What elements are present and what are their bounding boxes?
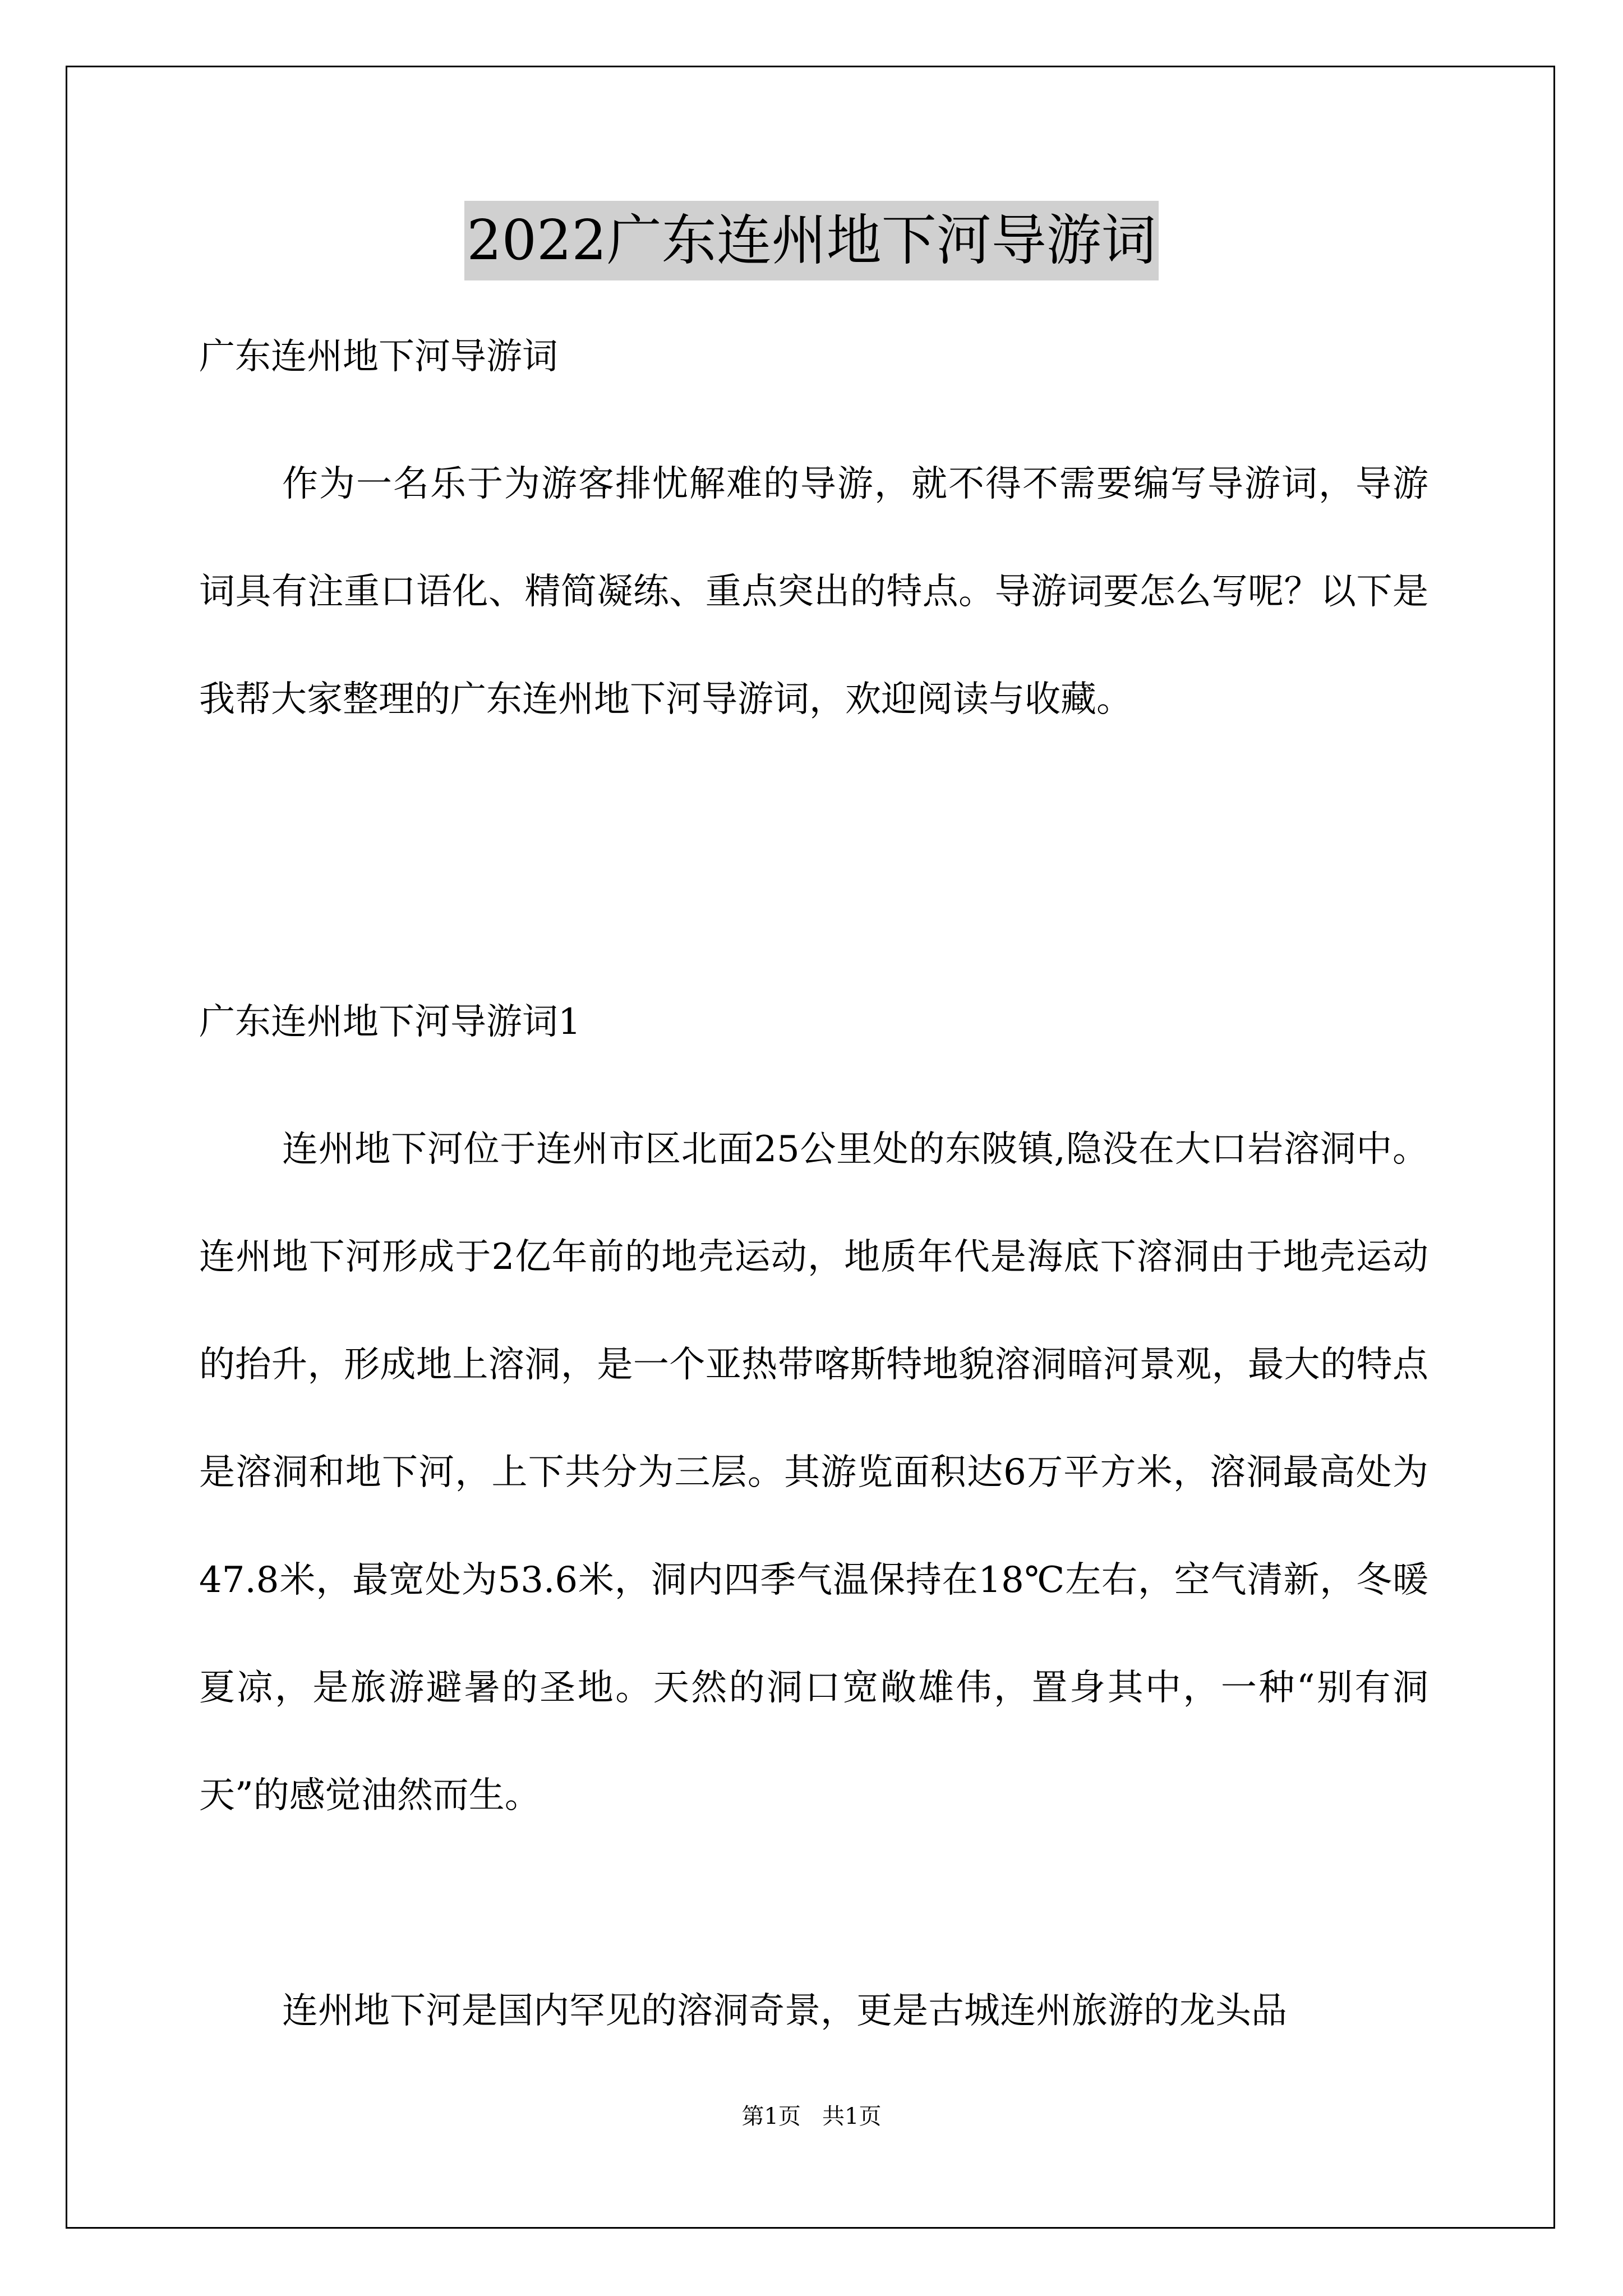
title-container — [0, 201, 1623, 280]
section-heading: 广东连州地下河导游词1 — [199, 1001, 581, 1043]
intro-paragraph: 作为一名乐于为游客排忧解难的导游，就不得不需要编写导游词，导游词具有注重口语化、精简凝练、重点突出的特点。导游词要怎么写呢？以下是我帮大家整理的广东连州地下河导游词，欢迎阅读与收藏。 — [199, 463, 1428, 720]
page-footer: 第1页 共1页 — [741, 2104, 882, 2129]
body-paragraph-1: 连州地下河位于连州市区北面25公里处的东陂镇,隐没在大口岩溶洞中。连州地下河形成于2亿年前的地壳运动，地质年代是海底下溶洞由于地壳运动的抬升，形成地上溶洞，是一个亚热带喀斯特地貌溶洞暗河景观，最大的特点是溶洞和地下河，上下共分为三层。其游览面积达6万平方米，溶洞最高处为47.8米，最宽处为53.6米，洞内四季气温保持在18℃左右，空气清新，冬暖夏凉，是旅游避暑的圣地。天然的洞口宽敞雄伟，置身其中，一种“别有洞天”的感觉油然而生。 — [199, 1129, 1428, 1816]
document-subtitle: 广东连州地下河导游词 — [199, 336, 558, 378]
body-paragraph-2: 连州地下河是国内罕见的溶洞奇景，更是古城连州旅游的龙头品 — [282, 1990, 1287, 2032]
document-title: 2022广东连州地下河导游词 — [464, 201, 1158, 280]
